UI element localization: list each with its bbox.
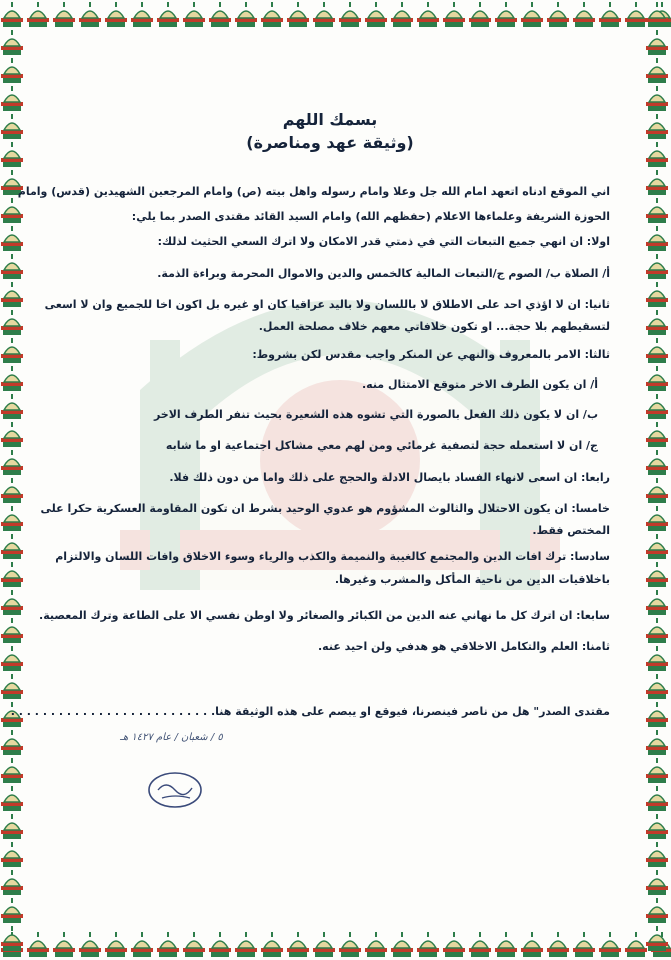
decorative-border-bottom	[0, 930, 671, 960]
paragraph-line: ثامنا: العلم والتكامل الاخلاقي هو هدفي ولن احيد عنه.	[317, 640, 610, 653]
paragraph-line: خامسا: ان يكون الاحتلال والثالوث المشؤوم هو عدوي الوحيد بشرط ان تكون المقاومة العسكرية حكرا على	[40, 502, 610, 515]
paragraph-line: المختص فقط.	[532, 524, 610, 537]
paragraph-line: ثالثا: الامر بالمعروف والنهي عن المنكر واجب مقدس لكن بشروط:	[252, 348, 610, 361]
paragraph-line: اولا: ان انهي جميع التبعات التي في ذمتي قدر الامكان ولا اترك السعي الحثيث لذلك:	[157, 235, 610, 248]
paragraph-line: أ/ الصلاة ب/ الصوم ج/التبعات المالية كالخمس والدين والاموال المحرمة وبراءة الذمة.	[157, 267, 610, 280]
handwritten-date: ٥ / شعبان / عام ١٤٢٧ هـ	[120, 732, 223, 743]
signature-instruction: مقتدى الصدر" هل من ناصر فينصرنا، فيوقع او يبصم على هذه الوثيقة هنا. . . . . . . . . . . . . . . . . . . . . . . . . .	[10, 705, 610, 718]
paragraph-line: أ/ ان يكون الطرف الاخر متوقع الامتثال منه.	[361, 378, 598, 391]
decorative-border-left	[0, 0, 26, 960]
decorative-border-right	[645, 0, 671, 960]
paragraph-line: الحوزة الشريفة وعلماءها الاعلام (حفظهم الله) وامام السيد القائد مقتدى الصدر بما يلي:	[131, 210, 610, 223]
paragraph-line: سادسا: ترك افات الدين والمجتمع كالغيبة والنميمة والكذب والرياء وسوء الاخلاق وافات اللسان والالتزام	[55, 550, 610, 563]
paragraph-line: ب/ ان لا يكون ذلك الفعل بالصورة التي تشوه هذه الشعيرة بحيث تنفر الطرف الاخر	[153, 408, 598, 421]
decorative-border-top	[0, 0, 671, 30]
paragraph-line: ج/ ان لا استعمله حجة لتصفية غرمائي ومن لهم معي مشاكل اجتماعية او ما شابه	[165, 439, 598, 452]
signature-stamp	[120, 732, 240, 822]
paragraph-line: رابعا: ان اسعى لانهاء الفساد بايصال الادلة والحجج على ذلك واما من دون ذلك فلا.	[169, 471, 610, 484]
paragraph-line: سابعا: ان اترك كل ما نهاني عنه الدين من الكبائر والصغائر ولا اوطن نفسي الا على الطاعة وترك المعصية.	[39, 609, 610, 622]
paragraph-line: ثانيا: ان لا اؤذي احد على الاطلاق لا باللسان ولا باليد عراقيا كان او غيره بل اكون اخا للجميع وان لا اسعى	[44, 298, 610, 311]
paragraph-line: لتسقيطهم بلا حجة... او تكون خلافاتي معهم خلاف مصلحة العمل.	[258, 320, 610, 333]
paragraph-line: باخلاقيات الدين من ناحية المأكل والمشرب وغيرها.	[334, 573, 610, 586]
document-heading: بسمك اللهم	[282, 110, 378, 129]
document-title: (وثيقة عهد ومناصرة)	[246, 133, 414, 152]
paragraph-line: اني الموقع ادناه اتعهد امام الله جل وعلا وامام رسوله واهل بيته (ص) وامام المرجعين الشهيدين (قدس) وامام	[17, 185, 610, 198]
